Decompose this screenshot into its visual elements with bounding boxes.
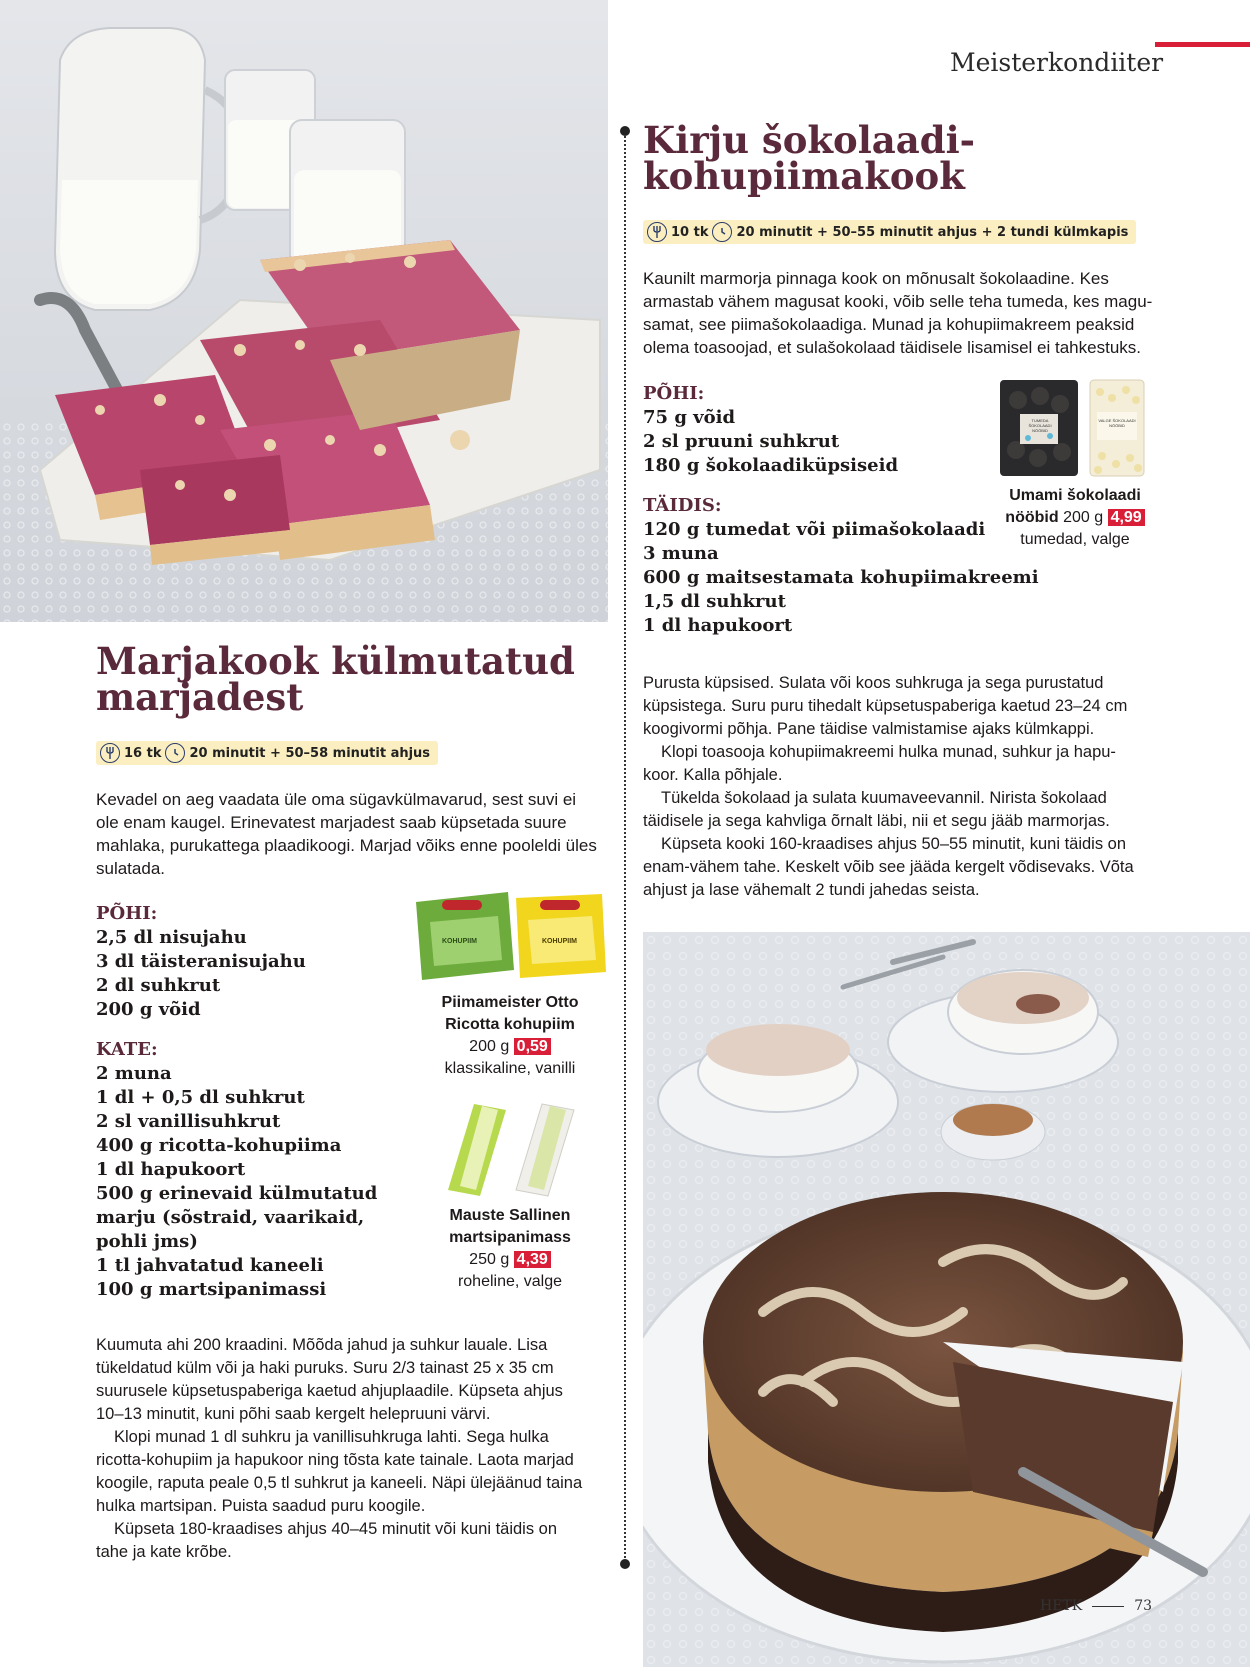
text-line: Purusta küpsised. Sulata või koos suhkruga ja sega purustatud — [643, 674, 1104, 692]
product-image-chocolate-buttons — [998, 378, 1148, 478]
package-label: KOHUPIIM — [542, 938, 577, 945]
ingredient-heading: TÄIDIS: — [643, 495, 722, 516]
ingredient-item: 180 g šokolaadiküpsiseid — [643, 455, 899, 476]
product-name: Umami šokolaadi — [1009, 487, 1141, 504]
servings-icon — [100, 743, 120, 763]
ingredient-item: 2 sl vanillisuhkrut — [96, 1111, 281, 1132]
ingredient-heading: PÕHI: — [643, 383, 705, 404]
text-line: suurusele küpsetuspaberiga kaetud ahjuplaadile. Küpseta ahjus — [96, 1382, 563, 1400]
text-line: tahe ja kate krõbe. — [96, 1543, 232, 1561]
title-line: marjadest — [96, 675, 304, 719]
ingredient-item: marju (sõstraid, vaarikaid, — [96, 1207, 365, 1228]
recipe-meta-berry — [96, 741, 438, 765]
title-line: Kirju šokolaadi- — [643, 118, 975, 162]
product-name: martsipanimass — [449, 1229, 571, 1246]
text-line: Kevadel on aeg vaadata üle oma sügavkülmavarud, sest suvi ei — [96, 790, 577, 809]
step-paragraph — [643, 787, 1163, 833]
text-line: täidisele ja sega kahvliga õrnalt läbi, nii et segu jääb marmorjas. — [643, 812, 1110, 830]
ingredient-item: 120 g tumedat või piimašokolaadi — [643, 519, 986, 540]
text-line: armastab vähem magusat kooki, võib selle teha tumeda, kes magu- — [643, 292, 1153, 311]
ingredient-item: 1 dl hapukoort — [643, 615, 793, 636]
ingredient-item: 2 muna — [96, 1063, 172, 1084]
footer — [1040, 1598, 1152, 1614]
product-name: nööbid — [1005, 509, 1059, 526]
text-line: mahlaka, purukattega plaadikoogi. Marjad võiks enne pooleldi üles — [96, 836, 597, 855]
step-paragraph — [643, 672, 1163, 741]
price-badge: 0,59 — [514, 1038, 551, 1055]
text-line: Küpseta 180-kraadises ahjus 40–45 minutit või kuni täidis on — [114, 1520, 558, 1538]
clock-icon — [712, 222, 732, 242]
ingredient-item: 100 g martsipanimassi — [96, 1279, 327, 1300]
recipe-intro-berry — [96, 788, 616, 880]
section-label: Meisterkondiiter — [950, 48, 1164, 77]
title-line: Marjakook külmutatud — [96, 639, 575, 683]
text-line: ole enam kaugel. Erinevatest marjadest saab küpsetada suure — [96, 813, 567, 832]
ingredient-item: pohli jms) — [96, 1231, 198, 1252]
ingredient-item: 2,5 dl nisujahu — [96, 927, 247, 948]
product-size: 200 g — [1063, 509, 1104, 526]
step-paragraph — [96, 1426, 616, 1518]
recipe-intro-chocolate — [643, 267, 1163, 359]
text-line: 10–13 minutit, kuni põhi saab kergelt helepruuni värvi. — [96, 1405, 491, 1423]
text-line: Küpseta kooki 160-kraadises ahjus 50–55 minutit, kuni täidis on — [661, 835, 1127, 853]
ingredient-item: 1,5 dl suhkrut — [643, 591, 786, 612]
step-paragraph — [96, 1334, 616, 1426]
ingredient-item: 400 g ricotta-kohupiima — [96, 1135, 342, 1156]
text-line: Klopi munad 1 dl suhkru ja vanillisuhkruga lahti. Sega hulka — [114, 1428, 549, 1446]
step-paragraph — [643, 741, 1163, 787]
product-size: 200 g — [469, 1038, 510, 1055]
product-name: Ricotta kohupiim — [445, 1016, 575, 1033]
accent-bar — [1155, 42, 1250, 47]
step-paragraph — [643, 833, 1163, 902]
column-divider — [624, 132, 626, 1562]
product-image-ricotta — [412, 888, 612, 984]
product-variant: klassikaline, vanilli — [444, 1060, 576, 1077]
servings-count: 10 tk — [671, 224, 709, 240]
recipe-meta-chocolate — [643, 220, 1136, 244]
ingredient-item: 2 dl suhkrut — [96, 975, 221, 996]
servings-count: 16 tk — [124, 745, 162, 761]
product-variant: roheline, valge — [457, 1273, 563, 1290]
promo-marzipan — [420, 1205, 600, 1293]
text-line: Klopi toasooja kohupiimakreemi hulka munad, suhkur ja hapu- — [661, 743, 1116, 761]
divider-dot-bottom — [620, 1559, 630, 1569]
magazine-name: HETK — [1040, 1598, 1083, 1614]
text-line: hulka martsipan. Puista saadud puru koogile. — [96, 1497, 426, 1515]
product-name: Piimameister Otto — [441, 994, 579, 1011]
divider-dot-top — [620, 126, 630, 136]
prep-time: 20 minutit + 50–55 minutit ahjus + 2 tundi külmkapis — [736, 224, 1129, 240]
ingredient-item: 600 g maitsestamata kohupiimakreemi — [643, 567, 1039, 588]
ingredient-item: 1 dl + 0,5 dl suhkrut — [96, 1087, 305, 1108]
text-line: enam-vähem tahe. Keskelt võib see jääda kergelt võdisevaks. Võta — [643, 858, 1134, 876]
clock-icon — [165, 743, 185, 763]
cheesecake-photo — [643, 932, 1250, 1667]
footer-rule — [1092, 1606, 1124, 1607]
ingredients-berry — [96, 902, 377, 1302]
text-line: koogile, raputa peale 0,5 tl suhkrut ja kaneeli. Näpi ülejäänud taina — [96, 1474, 583, 1492]
text-line: ricotta-kohupiim ja hapukoor ning tõsta kate tainale. Laota marjad — [96, 1451, 574, 1469]
text-line: Kaunilt marmorja pinnaga kook on mõnusalt šokolaadine. Kes — [643, 269, 1109, 288]
text-line: koogivormi põhja. Pane täidise valmistamise ajaks külmkappi. — [643, 720, 1095, 738]
ingredient-heading: PÕHI: — [96, 903, 158, 924]
berry-cake-photo — [0, 0, 608, 622]
product-image-marzipan — [444, 1100, 590, 1200]
promo-ricotta — [420, 992, 600, 1080]
ingredient-item: 2 sl pruuni suhkrut — [643, 431, 840, 452]
package-label: TUMEDA ŠOKOLAADI NÖÖBID — [1028, 418, 1052, 433]
recipe-steps-chocolate — [643, 672, 1163, 902]
ingredient-item: 3 dl täisteranisujahu — [96, 951, 306, 972]
price-badge: 4,99 — [1108, 509, 1145, 526]
ingredient-item: 1 dl hapukoort — [96, 1159, 246, 1180]
recipe-title-chocolate — [643, 118, 975, 198]
text-line: Kuumuta ahi 200 kraadini. Mõõda jahud ja suhkur lauale. Lisa — [96, 1336, 548, 1354]
prep-time: 20 minutit + 50–58 minutit ahjus — [189, 745, 431, 761]
text-line: ahjust ja lase vähemalt 2 tundi jahedas seista. — [643, 881, 980, 899]
ingredients-chocolate — [643, 382, 1039, 638]
ingredient-item: 200 g võid — [96, 999, 201, 1020]
text-line: koor. Kalla põhjale. — [643, 766, 783, 784]
title-line: kohupiimakook — [643, 154, 965, 198]
text-line: Tükelda šokolaad ja sulata kuumaveevannil. Nirista šokolaad — [661, 789, 1107, 807]
price-badge: 4,39 — [514, 1251, 551, 1268]
product-size: 250 g — [469, 1251, 510, 1268]
recipe-steps-berry — [96, 1334, 616, 1564]
text-line: olema toasoojad, et sulašokolaad täidisele lisamisel ei tahkestuks. — [643, 338, 1141, 357]
recipe-title-berry — [96, 639, 575, 719]
text-line: sulatada. — [96, 859, 165, 878]
text-line: tükeldatud külm või ja haki puruks. Suru 2/3 tainast 25 x 35 cm — [96, 1359, 554, 1377]
package-label: KOHUPIIM — [442, 938, 477, 945]
package-label: VALGE ŠOKOLAADI NÖÖBID — [1098, 418, 1136, 428]
ingredient-item: 500 g erinevaid külmutatud — [96, 1183, 378, 1204]
ingredient-item: 1 tl jahvatatud kaneeli — [96, 1255, 324, 1276]
ingredient-item: 75 g võid — [643, 407, 736, 428]
text-line: samat, see piimašokolaadiga. Munad ja kohupiimakreem peaksid — [643, 315, 1135, 334]
page-number: 73 — [1134, 1598, 1153, 1614]
step-paragraph — [96, 1518, 616, 1564]
promo-chocolate-buttons — [990, 485, 1160, 551]
ingredient-item: 3 muna — [643, 543, 719, 564]
product-variant: tumedad, valge — [1020, 531, 1130, 548]
text-line: küpsistega. Suru puru tihedalt küpsetuspaberiga kaetud 23–24 cm — [643, 697, 1128, 715]
ingredient-heading: KATE: — [96, 1039, 158, 1060]
product-name: Mauste Sallinen — [449, 1207, 571, 1224]
servings-icon — [647, 222, 667, 242]
